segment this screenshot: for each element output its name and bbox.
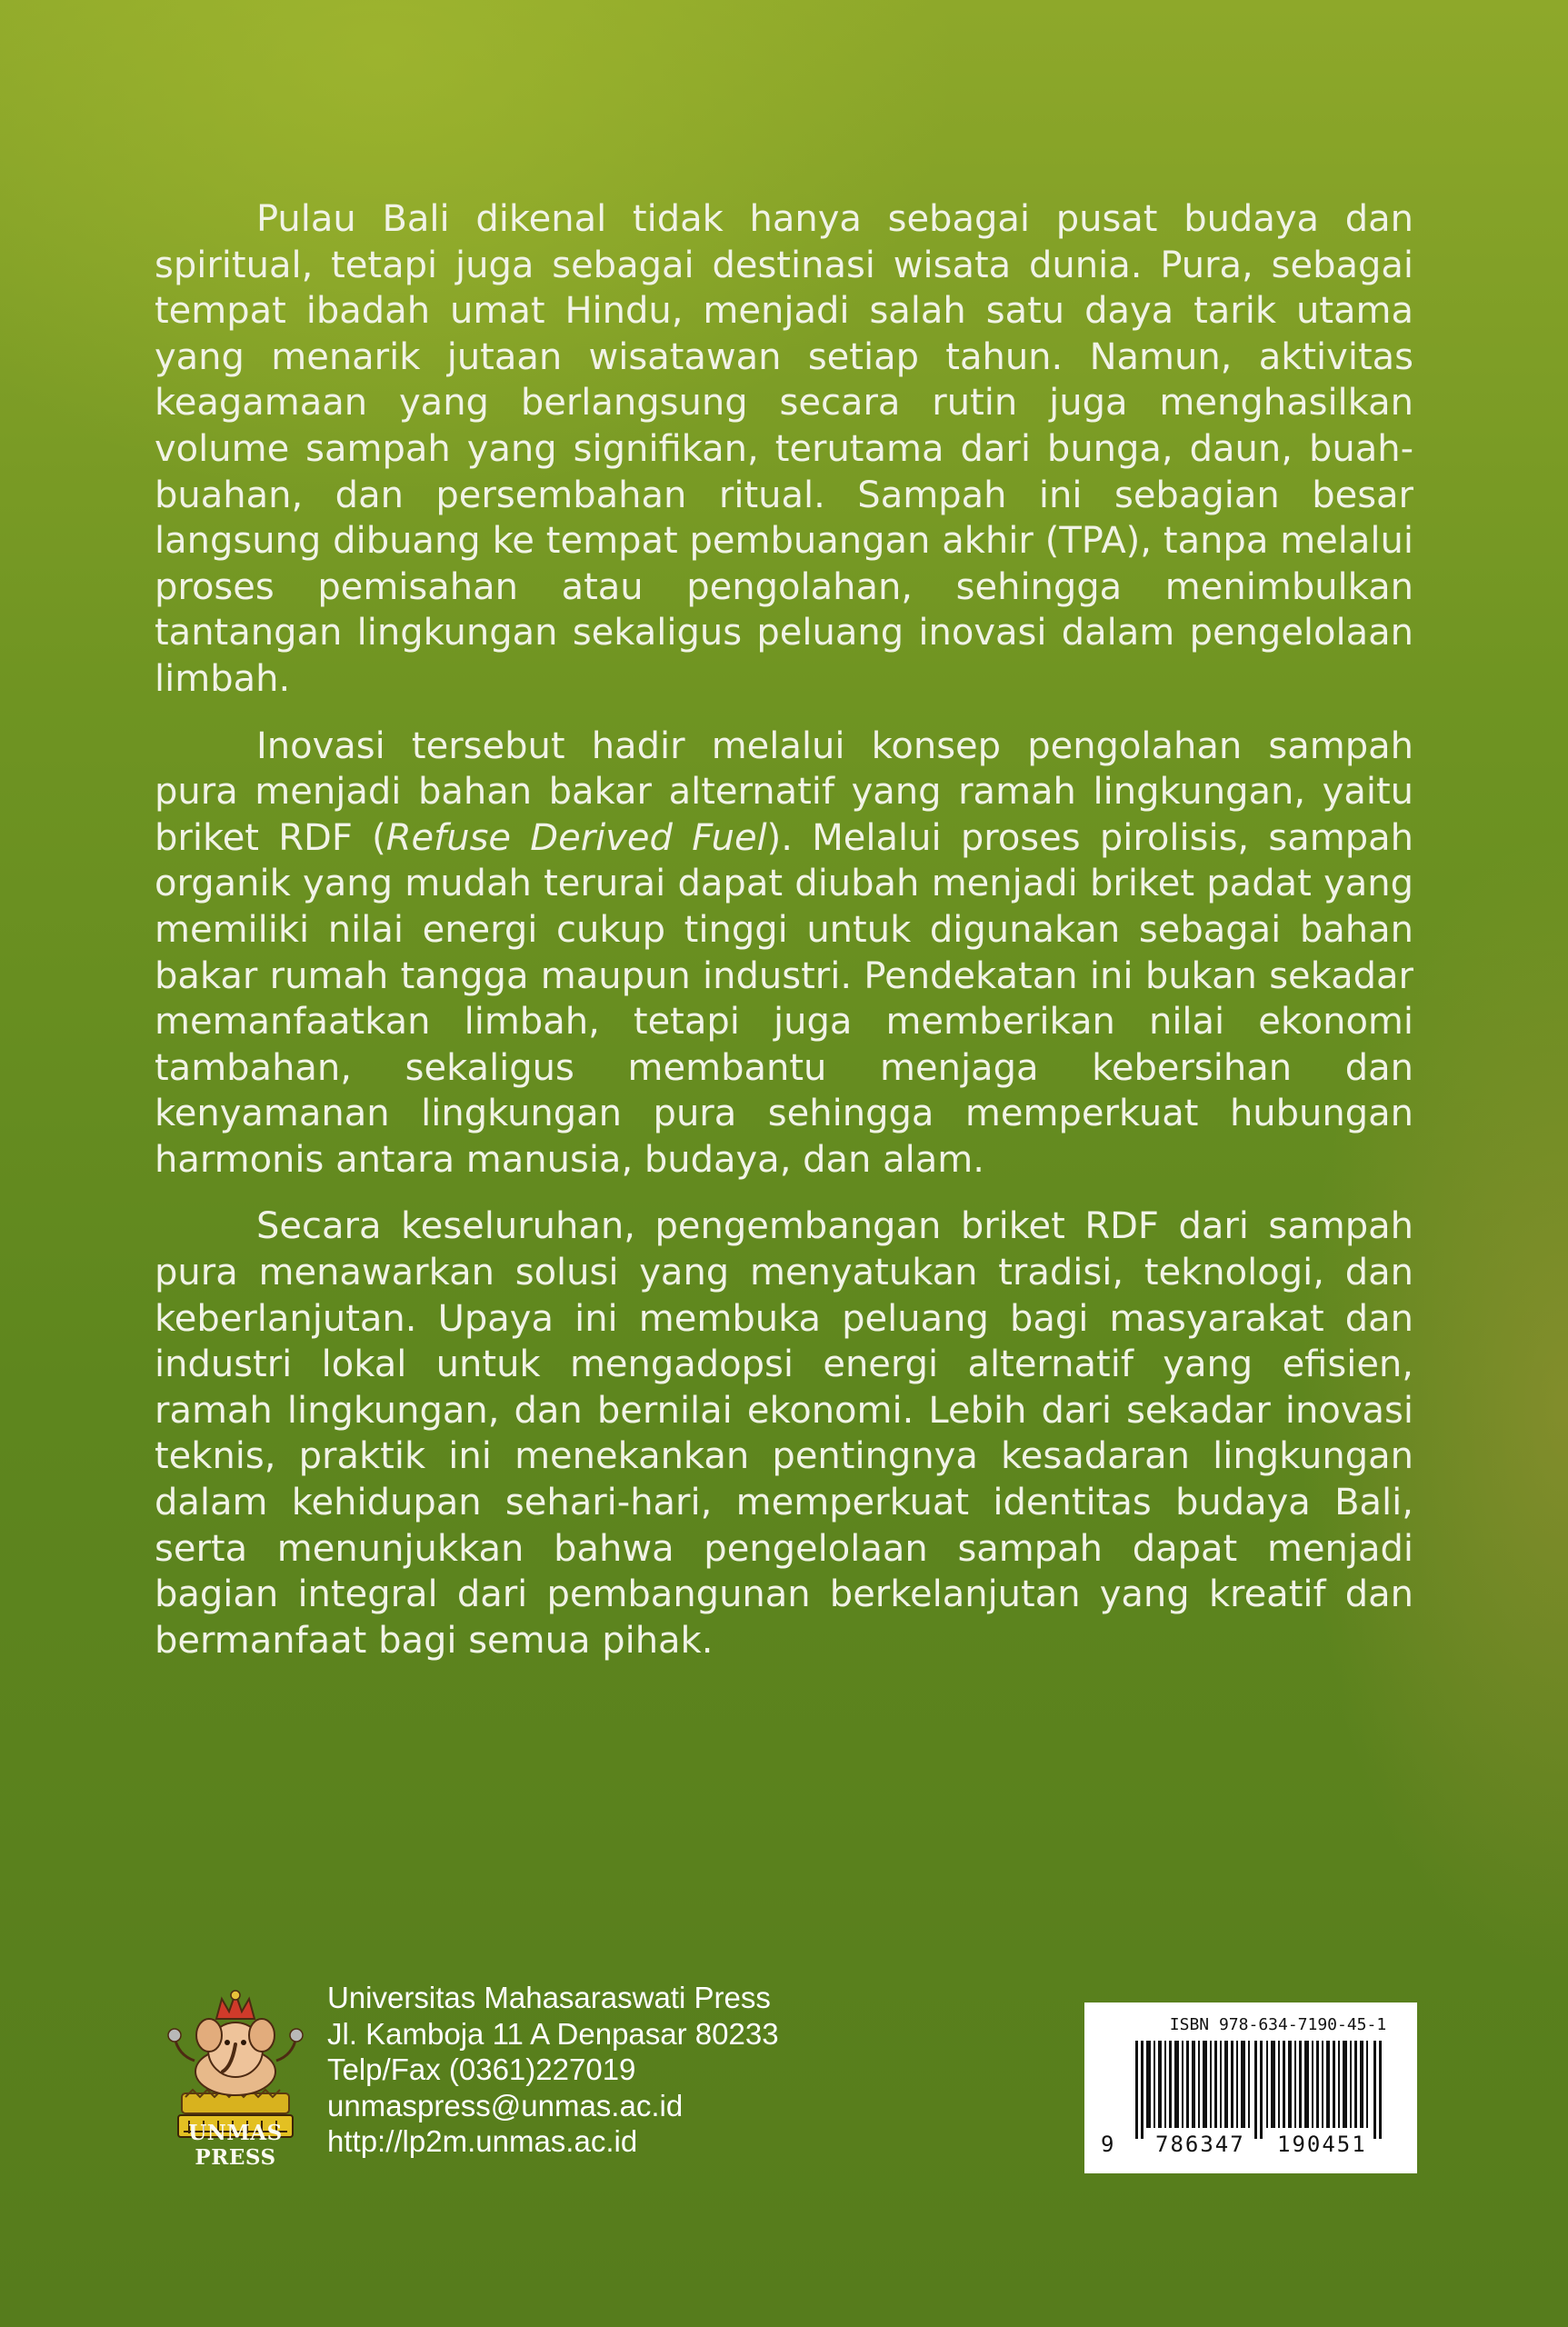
paragraph-3-text: Secara keseluruhan, pengembangan briket RDF dari sampah pura menawarkan solusi yang menyatukan tradisi, teknologi, dan keberlanjutan. Upaya ini membuka peluang bagi masyarakat dan industri lokal untuk mengadopsi energi alternatif yang efisien, ramah lingkungan, dan bernilai ekonomi. Lebih dari sekadar inovasi teknis, praktik ini menekankan pentingnya kesadaran lingkungan dalam kehidupan sehari-hari, memperkuat identitas budaya Bali, serta menunjukkan bahwa pengelolaan sampah dapat menjadi bagian integral dari pembangunan berkelanjutan yang kreatif dan bermanfaat bagi semua pihak.: [155, 1205, 1413, 1662]
isbn-barcode: [1084, 2002, 1417, 2173]
unmas-press-logo: [162, 1977, 309, 2170]
publisher-phone: Telp/Fax (0361)227019: [327, 2052, 636, 2086]
paragraph-2-text-end: ). Melalui proses pirolisis, sampah organik yang mudah terurai dapat diubah menjadi briket padat yang memiliki nilai energi cukup tinggi untuk digunakan sebagai bahan bakar rumah tangga maupun industri. Pendekatan ini bukan sekadar memanfaatkan limbah, tetapi juga memberikan nilai ekonomi tambahan, sekaligus membantu menjaga kebersihan dan kenyamanan lingkungan pura sehingga memperkuat hubungan harmonis antara manusia, budaya, dan alam.: [155, 816, 1413, 1181]
publisher-name: Universitas Mahasaraswati Press: [327, 1981, 771, 2014]
isbn-label: ISBN 978-634-7190-45-1: [1169, 2015, 1387, 2034]
publisher-info: [327, 1980, 779, 2160]
publisher-website: http://lp2m.unmas.ac.id: [327, 2124, 638, 2158]
paragraph-1-text: Pulau Bali dikenal tidak hanya sebagai pusat budaya dan spiritual, tetapi juga sebagai destinasi wisata dunia. Pura, sebagai tempat ibadah umat Hindu, menjadi salah satu daya tarik utama yang menarik jutaan wisatawan setiap tahun. Namun, aktivitas keagamaan yang berlangsung secara rutin juga menghasilkan volume sampah yang signifikan, terutama dari bunga, daun, buah-buahan, dan persembahan ritual. Sampah ini sebagian besar langsung dibuang ke tempat pembuangan akhir (TPA), tanpa melalui proses pemisahan atau pengolahan, sehingga menimbulkan tantangan lingkungan sekaligus peluang inovasi dalam pengelolaan limbah.: [155, 198, 1413, 700]
publisher-address: Jl. Kamboja 11 A Denpasar 80233: [327, 2016, 779, 2051]
barcode-digits-left: 786347: [1155, 2132, 1245, 2157]
back-cover-blurb: [155, 196, 1413, 1663]
barcode-digits-right: 190451: [1277, 2132, 1367, 2157]
paragraph-2-text-start: Inovasi tersebut hadir melalui konsep pengolahan sampah pura menjadi bahan bakar alternatif yang ramah lingkungan, yaitu briket RDF (: [155, 724, 1413, 859]
logo-caption: UNMAS PRESS: [188, 2121, 283, 2170]
publisher-email: unmaspress@unmas.ac.id: [327, 2088, 684, 2122]
barcode-digit-first: 9: [1101, 2132, 1114, 2157]
barcode-bars-icon: [1135, 2041, 1390, 2139]
paragraph-1: [155, 196, 1413, 703]
paragraph-3: [155, 1203, 1413, 1663]
paragraph-2-italic-term: Refuse Derived Fuel: [385, 816, 767, 859]
paragraph-2: [155, 724, 1413, 1183]
